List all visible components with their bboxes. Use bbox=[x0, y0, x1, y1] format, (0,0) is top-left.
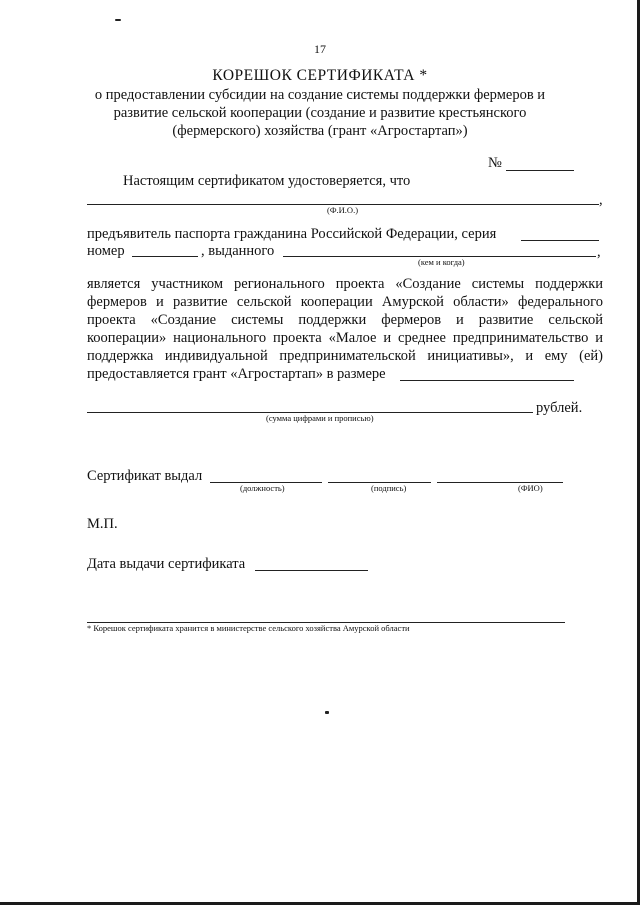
issue-date-field[interactable] bbox=[255, 570, 368, 571]
scan-speck bbox=[325, 711, 329, 714]
issued-label: , выданного bbox=[201, 243, 275, 259]
body-line-5: поддержка индивидуальной предпринимательской инициативы», и ему (ей) bbox=[87, 348, 603, 364]
number-label: № bbox=[488, 155, 502, 171]
body-line-4: кооперации» национального проекта «Малое и среднее предпринимательство и bbox=[87, 330, 603, 346]
body-last-line: предоставляется грант «Агростартап» в размере bbox=[87, 366, 386, 382]
body-line-3: проекта «Создание системы поддержки фермеров и развитие сельской bbox=[87, 312, 603, 328]
certify-intro: Настоящим сертификатом удостоверяется, что bbox=[123, 173, 411, 189]
issued-by-label: Сертификат выдал bbox=[87, 468, 203, 484]
name-caption: (ФИО) bbox=[518, 483, 543, 493]
signature-caption: (подпись) bbox=[371, 483, 407, 493]
subtitle-line-2: развитие сельской кооперации (создание и развитие крестьянского bbox=[113, 105, 527, 121]
position-caption: (должность) bbox=[240, 483, 285, 493]
stamp-place: М.П. bbox=[87, 516, 118, 532]
rubles-label: рублей. bbox=[536, 400, 583, 416]
passport-series-field[interactable] bbox=[521, 240, 599, 241]
passport-number-label: номер bbox=[87, 243, 125, 259]
issue-date-label: Дата выдачи сертификата bbox=[87, 556, 246, 572]
footnote: * Корешок сертификата хранится в министерстве сельского хозяйства Амурской области bbox=[87, 623, 410, 633]
subtitle-line-1: о предоставлении субсидии на создание системы поддержки фермеров и bbox=[94, 87, 546, 103]
grant-amount-field[interactable] bbox=[400, 380, 574, 381]
passport-line: предъявитель паспорта гражданина Российской Федерации, серия bbox=[87, 226, 497, 242]
fio-comma: , bbox=[599, 192, 603, 208]
issued-comma: , bbox=[597, 244, 601, 260]
name-field[interactable] bbox=[437, 482, 563, 483]
body-line-2: фермеров и развитие сельской кооперации Амурской области» федерального bbox=[87, 294, 603, 310]
issued-caption: (кем и когда) bbox=[418, 257, 465, 267]
page-number: 17 bbox=[314, 42, 326, 56]
subtitle-line-3: (фермерского) хозяйства (грант «Агростартап») bbox=[172, 123, 468, 139]
body-line-1: является участником регионального проекта «Создание системы поддержки bbox=[87, 276, 603, 292]
document-title: КОРЕШОК СЕРТИФИКАТА * bbox=[212, 67, 428, 84]
fio-caption: (Ф.И.О.) bbox=[327, 205, 359, 215]
sum-caption: (сумма цифрами и прописью) bbox=[266, 413, 374, 423]
number-field[interactable] bbox=[506, 170, 574, 171]
passport-number-field[interactable] bbox=[132, 256, 198, 257]
scan-speck bbox=[115, 19, 121, 21]
